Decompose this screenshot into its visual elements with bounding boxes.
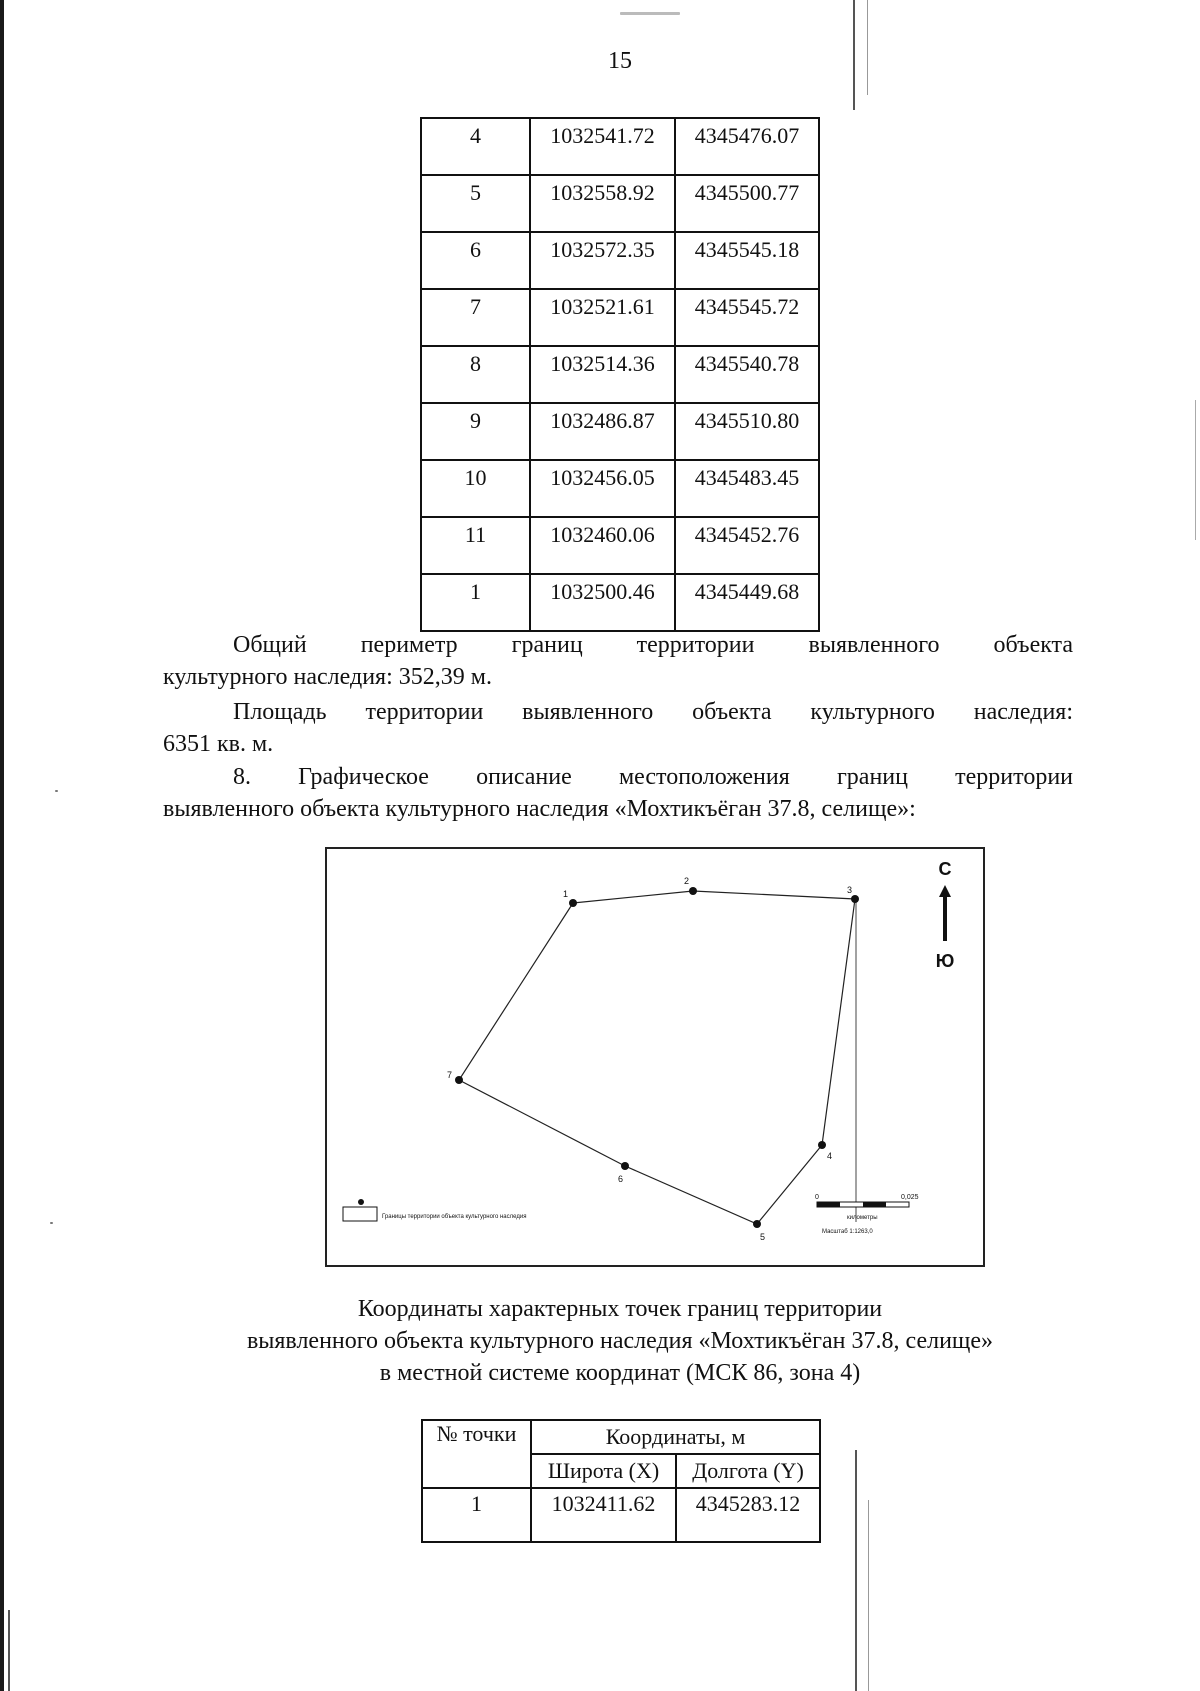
scan-speck bbox=[50, 1222, 53, 1224]
scan-speck bbox=[55, 790, 58, 792]
boundary-point bbox=[818, 1141, 826, 1149]
point-number-cell: 8 bbox=[421, 346, 530, 403]
point-label-7: 7 bbox=[447, 1070, 453, 1080]
scale-zero: 0 bbox=[815, 1194, 819, 1201]
point-number-cell: 7 bbox=[421, 289, 530, 346]
longitude-cell: 4345545.18 bbox=[675, 232, 819, 289]
latitude-cell: 1032521.61 bbox=[530, 289, 675, 346]
header-coordinates: Координаты, м bbox=[531, 1420, 820, 1454]
scan-speck bbox=[620, 12, 680, 15]
scan-artifact-line bbox=[1195, 400, 1196, 540]
boundary-point bbox=[851, 895, 859, 903]
caption-line2: выявленного объекта культурного наследия «Мохтикъёган 37.8, селище» bbox=[246, 1328, 994, 1354]
table-row bbox=[421, 118, 819, 175]
point-label-4: 4 bbox=[827, 1151, 833, 1161]
latitude-cell: 1032411.62 bbox=[531, 1488, 676, 1542]
table-row bbox=[421, 346, 819, 403]
point-number-cell: 5 bbox=[421, 175, 530, 232]
header-point-number: № точки bbox=[422, 1420, 531, 1488]
longitude-cell: 4345476.07 bbox=[675, 118, 819, 175]
compass-south-label: Ю bbox=[935, 951, 955, 971]
scan-artifact-line bbox=[8, 1610, 10, 1691]
legend-point-icon bbox=[358, 1199, 364, 1205]
scale-max: 0,025 bbox=[901, 1194, 919, 1201]
point-number-cell: 1 bbox=[422, 1488, 531, 1542]
header-latitude: Широта (X) bbox=[531, 1454, 676, 1488]
table-row bbox=[421, 517, 819, 574]
point-number-cell: 6 bbox=[421, 232, 530, 289]
latitude-cell: 1032558.92 bbox=[530, 175, 675, 232]
header-longitude: Долгота (Y) bbox=[676, 1454, 820, 1488]
point-label-3: 3 bbox=[847, 885, 853, 895]
points-coordinates-table bbox=[421, 1419, 821, 1543]
boundary-polygon bbox=[459, 891, 855, 1224]
table-row bbox=[421, 175, 819, 232]
point-label-1: 1 bbox=[563, 889, 569, 899]
point-label-6: 6 bbox=[618, 1174, 624, 1184]
boundary-coordinates-table bbox=[420, 117, 820, 632]
point-number-cell: 9 bbox=[421, 403, 530, 460]
coordinates-caption bbox=[150, 1293, 1090, 1389]
latitude-cell: 1032486.87 bbox=[530, 403, 675, 460]
boundary-point bbox=[455, 1076, 463, 1084]
area-paragraph bbox=[163, 696, 1073, 728]
table-row bbox=[422, 1488, 820, 1542]
perimeter-paragraph-end bbox=[163, 661, 1073, 693]
graphic-description-paragraph-end bbox=[163, 793, 1073, 825]
latitude-cell: 1032460.06 bbox=[530, 517, 675, 574]
table-row bbox=[421, 232, 819, 289]
graphic-text-line2: выявленного объекта культурного наследия «Мохтикъёган 37.8, селище»: bbox=[163, 796, 916, 822]
longitude-cell: 4345483.45 bbox=[675, 460, 819, 517]
longitude-cell: 4345510.80 bbox=[675, 403, 819, 460]
boundary-point bbox=[569, 899, 577, 907]
latitude-cell: 1032514.36 bbox=[530, 346, 675, 403]
scan-artifact-line bbox=[868, 1500, 869, 1691]
table-row bbox=[421, 289, 819, 346]
point-number-cell: 4 bbox=[421, 118, 530, 175]
point-label-5: 5 bbox=[760, 1232, 766, 1242]
point-number-cell: 1 bbox=[421, 574, 530, 631]
longitude-cell: 4345540.78 bbox=[675, 346, 819, 403]
perimeter-paragraph bbox=[163, 629, 1073, 661]
longitude-cell: 4345449.68 bbox=[675, 574, 819, 631]
latitude-cell: 1032456.05 bbox=[530, 460, 675, 517]
boundary-point bbox=[753, 1220, 761, 1228]
page-number: 15 bbox=[608, 48, 632, 74]
boundary-point bbox=[689, 887, 697, 895]
legend bbox=[343, 1199, 526, 1221]
compass bbox=[936, 859, 955, 971]
boundary-point bbox=[621, 1162, 629, 1170]
graphic-text-line1: 8. Графическое описание местоположения границ территории bbox=[233, 764, 1073, 790]
longitude-cell: 4345500.77 bbox=[675, 175, 819, 232]
legend-swatch bbox=[343, 1207, 377, 1221]
compass-north-label: С bbox=[938, 859, 952, 879]
perimeter-text-line1: Общий периметр границ территории выявленного объекта bbox=[233, 632, 1073, 658]
table-row bbox=[421, 460, 819, 517]
boundary-points bbox=[455, 887, 859, 1228]
table-row bbox=[421, 403, 819, 460]
scale-bar bbox=[815, 1194, 919, 1235]
latitude-cell: 1032500.46 bbox=[530, 574, 675, 631]
scale-unit: километры bbox=[847, 1215, 878, 1221]
latitude-cell: 1032541.72 bbox=[530, 118, 675, 175]
longitude-cell: 4345452.76 bbox=[675, 517, 819, 574]
scale-text: Масштаб 1:1263,0 bbox=[822, 1229, 873, 1235]
arrow-head-icon bbox=[939, 885, 951, 897]
area-text-line2: 6351 кв. м. bbox=[163, 731, 274, 757]
point-number-cell: 10 bbox=[421, 460, 530, 517]
caption-line3: в местной системе координат (МСК 86, зона 4) bbox=[379, 1360, 861, 1386]
area-paragraph-end bbox=[163, 728, 1073, 760]
caption-line1: Координаты характерных точек границ территории bbox=[357, 1296, 883, 1322]
graphic-description-paragraph bbox=[163, 761, 1073, 793]
boundary-map bbox=[325, 847, 985, 1267]
legend-label: Границы территории объекта культурного наследия bbox=[382, 1214, 527, 1220]
longitude-cell: 4345283.12 bbox=[676, 1488, 820, 1542]
point-label-2: 2 bbox=[684, 876, 690, 886]
table-row bbox=[421, 574, 819, 631]
longitude-cell: 4345545.72 bbox=[675, 289, 819, 346]
scan-artifact-line bbox=[855, 1450, 857, 1691]
scan-edge bbox=[0, 0, 4, 1691]
point-number-cell: 11 bbox=[421, 517, 530, 574]
perimeter-text-line2: культурного наследия: 352,39 м. bbox=[163, 664, 492, 690]
area-text-line1: Площадь территории выявленного объекта культурного наследия: bbox=[233, 699, 1073, 725]
latitude-cell: 1032572.35 bbox=[530, 232, 675, 289]
